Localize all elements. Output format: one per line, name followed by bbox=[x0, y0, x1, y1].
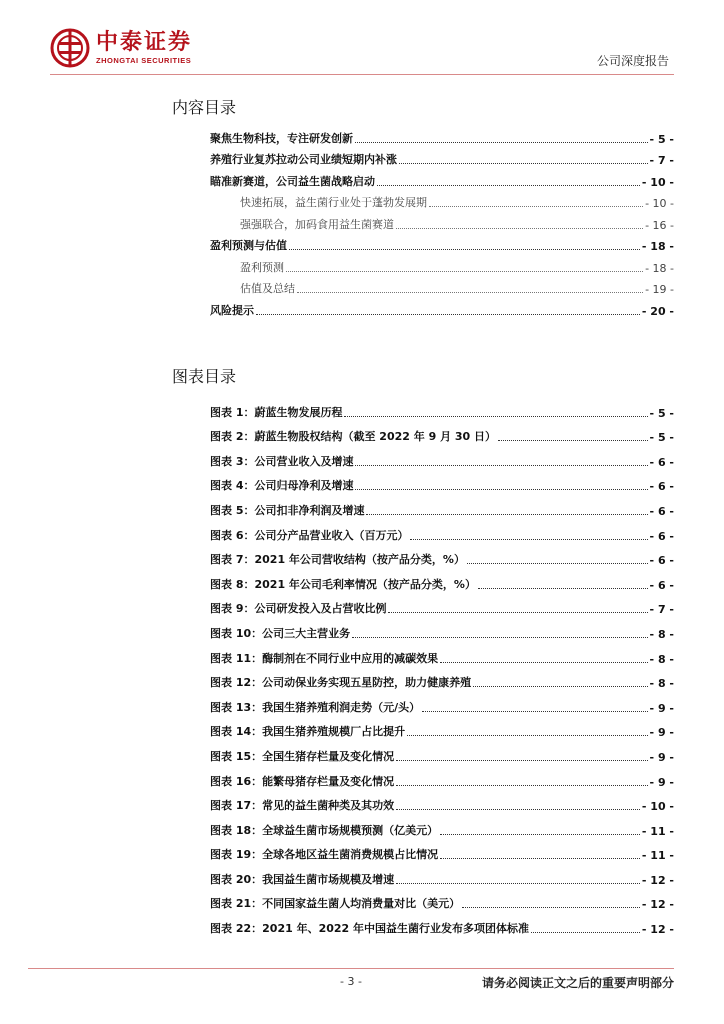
figure-page: - 12 - bbox=[641, 873, 674, 887]
dot-leader bbox=[355, 142, 648, 143]
figure-label: 图表 13：我国生猪养殖利润走势（元/头） bbox=[210, 700, 421, 714]
dot-leader bbox=[399, 163, 648, 164]
dot-leader bbox=[396, 785, 647, 786]
figure-label: 图表 11：酶制剂在不同行业中应用的减碳效果 bbox=[210, 651, 439, 665]
figure-page: - 6 - bbox=[649, 578, 674, 592]
figure-label: 图表 14：我国生猪养殖规模厂占比提升 bbox=[210, 725, 406, 739]
toc-subitem[interactable] bbox=[210, 189, 674, 211]
figure-page: - 6 - bbox=[649, 504, 674, 518]
figure-label: 图表 21：不同国家益生菌人均消费量对比（美元） bbox=[210, 897, 461, 911]
figure-page: - 11 - bbox=[641, 849, 674, 863]
toc-item-page: - 16 - bbox=[645, 218, 674, 232]
dot-leader bbox=[344, 416, 647, 417]
figure-label: 图表 3：公司营业收入及增速 bbox=[210, 454, 354, 468]
figure-item[interactable] bbox=[210, 592, 674, 617]
figure-page: - 5 - bbox=[649, 431, 674, 445]
header-divider bbox=[50, 74, 674, 75]
toc-subitem[interactable] bbox=[210, 253, 674, 275]
figure-item[interactable] bbox=[210, 813, 674, 838]
toc-item-label: 估值及总结 bbox=[240, 282, 295, 295]
figure-item[interactable] bbox=[210, 911, 674, 936]
figure-page: - 6 - bbox=[649, 480, 674, 494]
figure-item[interactable] bbox=[210, 567, 674, 592]
figure-label: 图表 17：常见的益生菌种类及其功效 bbox=[210, 799, 395, 813]
dot-leader bbox=[256, 314, 640, 315]
dot-leader bbox=[467, 563, 648, 564]
toc-item-page: - 18 - bbox=[645, 261, 674, 275]
figure-item[interactable] bbox=[210, 518, 674, 543]
dot-leader bbox=[388, 612, 647, 613]
dot-leader bbox=[355, 489, 647, 490]
figure-item[interactable] bbox=[210, 666, 674, 691]
toc-item-page: - 10 - bbox=[645, 197, 674, 210]
dot-leader bbox=[355, 465, 647, 466]
figure-label: 图表 18：全球益生菌市场规模预测（亿美元） bbox=[210, 823, 439, 837]
figure-page: - 10 - bbox=[641, 800, 674, 814]
toc-item-label: 聚焦生物科技，专注研发创新 bbox=[210, 131, 353, 145]
figure-page: - 6 - bbox=[649, 529, 674, 543]
dot-leader bbox=[429, 206, 643, 207]
toc-item-label: 盈利预测与估值 bbox=[210, 239, 287, 252]
figure-item[interactable] bbox=[210, 764, 674, 789]
figure-page: - 12 - bbox=[641, 923, 674, 937]
toc-item-page: - 10 - bbox=[641, 175, 674, 189]
figure-page: - 9 - bbox=[649, 726, 674, 740]
toc-item[interactable] bbox=[210, 146, 674, 168]
logo-chinese-name: 中泰证券 bbox=[96, 30, 193, 55]
figure-label: 图表 10：公司三大主营业务 bbox=[210, 626, 351, 640]
dot-leader bbox=[531, 932, 640, 933]
dot-leader bbox=[286, 271, 643, 272]
page-number: - 3 - bbox=[340, 975, 362, 988]
figure-page: - 9 - bbox=[649, 701, 674, 715]
toc-item-page: - 5 - bbox=[649, 132, 674, 146]
dot-leader bbox=[473, 686, 647, 687]
toc-title: 内容目录 bbox=[172, 98, 237, 117]
figure-item[interactable] bbox=[210, 862, 674, 887]
toc-item[interactable] bbox=[210, 124, 674, 146]
figures-list bbox=[210, 395, 674, 936]
toc-item-label: 强强联合，加码食用益生菌赛道 bbox=[240, 217, 394, 231]
dot-leader bbox=[422, 711, 647, 712]
figure-page: - 9 - bbox=[649, 750, 674, 764]
figure-label: 图表 6：公司分产品营业收入（百万元） bbox=[210, 528, 409, 542]
figure-item[interactable] bbox=[210, 690, 674, 715]
toc-item-label: 快速拓展，益生菌行业处于蓬勃发展期 bbox=[240, 196, 427, 209]
footer-disclaimer: 请务必阅读正文之后的重要声明部分 bbox=[481, 976, 674, 990]
figure-item[interactable] bbox=[210, 543, 674, 568]
logo-english-name: ZHONGTAI SECURITIES bbox=[96, 56, 192, 65]
dot-leader bbox=[366, 514, 647, 515]
toc-item-label: 瞄准新赛道，公司益生菌战略启动 bbox=[210, 174, 375, 188]
dot-leader bbox=[289, 249, 640, 250]
toc-item-label: 养殖行业复苏拉动公司业绩短期内补涨 bbox=[210, 153, 397, 166]
figure-item[interactable] bbox=[210, 838, 674, 863]
figure-label: 图表 22：2021 年、2022 年中国益生菌行业发布多项团体标准 bbox=[210, 922, 530, 936]
figure-item[interactable] bbox=[210, 444, 674, 469]
figure-label: 图表 2：蔚蓝生物股权结构（截至 2022 年 9 月 30 日） bbox=[210, 430, 497, 444]
dot-leader bbox=[478, 588, 648, 589]
figure-label: 图表 16：能繁母猪存栏量及变化情况 bbox=[210, 774, 395, 788]
dot-leader bbox=[396, 809, 640, 810]
figure-item[interactable] bbox=[210, 739, 674, 764]
toc-item-label: 风险提示 bbox=[210, 303, 254, 317]
dot-leader bbox=[498, 440, 648, 441]
figure-page: - 6 - bbox=[649, 554, 674, 568]
figure-item[interactable] bbox=[210, 493, 674, 518]
dot-leader bbox=[462, 907, 640, 908]
figure-item[interactable] bbox=[210, 789, 674, 814]
figure-item[interactable] bbox=[210, 887, 674, 912]
figure-label: 图表 12：公司动保业务实现五星防控，助力健康养殖 bbox=[210, 676, 472, 690]
zhongtai-logo-icon bbox=[50, 28, 90, 68]
company-logo bbox=[50, 26, 192, 70]
dot-leader bbox=[396, 228, 643, 229]
figures-title: 图表目录 bbox=[172, 367, 237, 386]
figure-item[interactable] bbox=[210, 395, 674, 420]
dot-leader bbox=[440, 834, 640, 835]
toc-item-page: - 19 - bbox=[645, 283, 674, 296]
toc-subitem[interactable] bbox=[210, 210, 674, 232]
dot-leader bbox=[396, 883, 640, 884]
toc-item[interactable] bbox=[210, 296, 674, 318]
figure-page: - 8 - bbox=[649, 677, 674, 691]
dot-leader bbox=[396, 760, 647, 761]
figure-label: 图表 9：公司研发投入及占营收比例 bbox=[210, 602, 387, 616]
figure-label: 图表 4：公司归母净利及增速 bbox=[210, 479, 354, 493]
figure-page: - 12 - bbox=[641, 898, 674, 912]
figure-item[interactable] bbox=[210, 469, 674, 494]
figure-label: 图表 7：2021 年公司营收结构（按产品分类，%） bbox=[210, 553, 465, 567]
figure-item[interactable] bbox=[210, 641, 674, 666]
dot-leader bbox=[352, 637, 647, 638]
toc-item-label: 盈利预测 bbox=[240, 260, 284, 274]
toc-item[interactable] bbox=[210, 232, 674, 254]
figure-page: - 11 - bbox=[641, 824, 674, 838]
toc-list bbox=[210, 124, 674, 318]
figure-label: 图表 8：2021 年公司毛利率情况（按产品分类，%） bbox=[210, 577, 476, 591]
toc-item-page: - 18 - bbox=[641, 240, 674, 253]
dot-leader bbox=[440, 662, 647, 663]
figure-item[interactable] bbox=[210, 420, 674, 445]
figure-label: 图表 20：我国益生菌市场规模及增速 bbox=[210, 872, 395, 886]
figure-page: - 8 - bbox=[649, 627, 674, 641]
toc-item-page: - 7 - bbox=[649, 154, 674, 167]
figure-item[interactable] bbox=[210, 715, 674, 740]
figure-page: - 8 - bbox=[649, 652, 674, 666]
dot-leader bbox=[440, 858, 640, 859]
figure-page: - 5 - bbox=[649, 406, 674, 420]
figure-label: 图表 1：蔚蓝生物发展历程 bbox=[210, 405, 343, 419]
figure-label: 图表 19：全球各地区益生菌消费规模占比情况 bbox=[210, 848, 439, 862]
toc-subitem[interactable] bbox=[210, 275, 674, 297]
figure-page: - 6 - bbox=[649, 455, 674, 469]
toc-item-page: - 20 - bbox=[641, 304, 674, 318]
report-type-label: 公司深度报告 bbox=[596, 54, 669, 68]
figure-item[interactable] bbox=[210, 616, 674, 641]
figure-label: 图表 5：公司扣非净利润及增速 bbox=[210, 503, 365, 517]
dot-leader bbox=[297, 292, 643, 293]
dot-leader bbox=[407, 735, 647, 736]
footer-divider bbox=[28, 968, 674, 969]
figure-label: 图表 15：全国生猪存栏量及变化情况 bbox=[210, 749, 395, 763]
figure-page: - 9 - bbox=[649, 775, 674, 789]
dot-leader bbox=[410, 539, 647, 540]
toc-item[interactable] bbox=[210, 167, 674, 189]
dot-leader bbox=[377, 185, 640, 186]
figure-page: - 7 - bbox=[649, 603, 674, 617]
